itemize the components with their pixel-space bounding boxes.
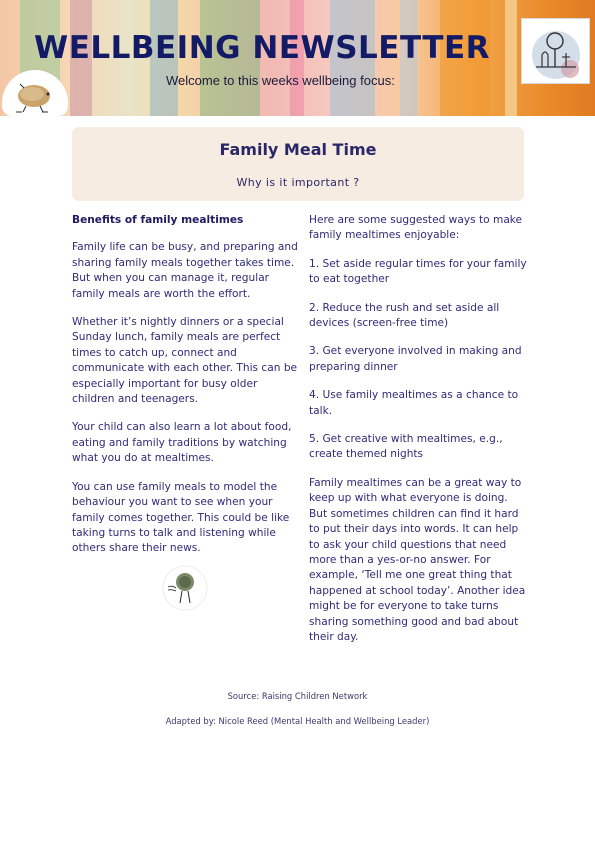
school-logo	[521, 18, 590, 84]
benefit-paragraph: You can use family meals to model the behaviour you want to see when your family comes together. This could be like taking turns to talk and listening while others share their news.	[72, 480, 290, 555]
benefit-paragraph: Whether it’s nightly dinners or a special Sunday lunch, family meals are perfect times to catch up, connect and communicate with each other. This can be especially important for busy older children and teenagers.	[72, 316, 298, 406]
welcome-subtitle: Welcome to this weeks wellbeing focus:	[166, 73, 395, 88]
newsletter-title: WELLBEING NEWSLETTER	[34, 30, 491, 66]
topic-card	[72, 127, 524, 201]
hedgehog-badge	[2, 70, 68, 116]
hedgehog-icon	[2, 70, 68, 116]
topic-title: Family Meal Time	[219, 140, 377, 159]
topic-subtitle: Why is it important ?	[236, 176, 360, 189]
bug-doodle-icon	[160, 565, 210, 611]
tip-item: 5. Get creative with mealtimes, e.g., create themed nights	[309, 433, 503, 461]
bug-doodle	[160, 565, 210, 611]
adapted-by-credit: Adapted by: Nicole Reed (Mental Health and Wellbeing Leader)	[165, 716, 430, 726]
benefit-paragraph: Family life can be busy, and preparing and sharing family meals together takes time. But when you can manage it, regular family meals are worth the effort.	[72, 241, 298, 300]
left-column	[72, 213, 300, 570]
source-credit: Source: Raising Children Network	[227, 691, 368, 701]
benefit-paragraph: Your child can also learn a lot about food, eating and family traditions by watching what you do at mealtimes.	[72, 421, 292, 465]
tip-item: 2. Reduce the rush and set aside all devices (screen-free time)	[309, 301, 500, 330]
tips-intro: Here are some suggested ways to make family mealtimes enjoyable:	[309, 214, 523, 242]
tip-item: 4. Use family mealtimes as a chance to talk.	[309, 389, 519, 417]
tip-item: 3. Get everyone involved in making and preparing dinner	[309, 345, 522, 373]
closing-paragraph: Family mealtimes can be a great way to keep up with what everyone is doing. But sometimes children can find it hard to put their days into words. It can help to ask your child questions that need more than a yes-or-no answer. For example, ‘Tell me one great thing that happened at school today’. Another idea might be for everyone to take turns sharing something good and bad about their day.	[309, 476, 526, 643]
tip-item: 1. Set aside regular times for your family to eat together	[309, 257, 527, 286]
benefits-heading: Benefits of family mealtimes	[72, 214, 244, 226]
right-column	[309, 213, 529, 658]
newsletter-banner	[0, 0, 595, 116]
school-logo-icon	[522, 19, 591, 85]
